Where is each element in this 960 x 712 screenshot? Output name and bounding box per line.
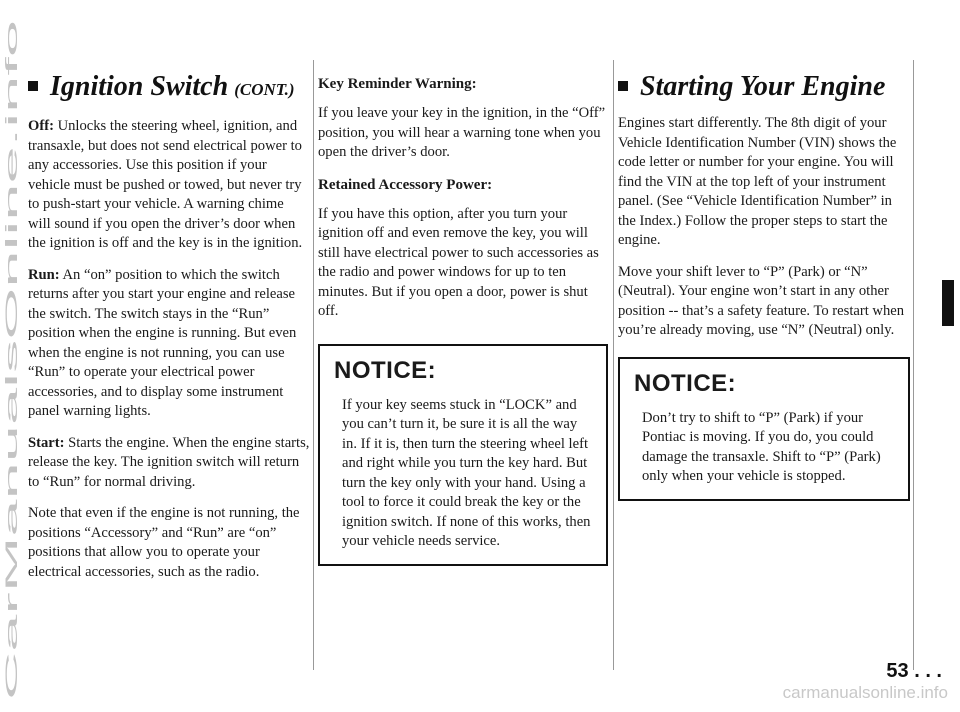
notice-text: Don’t try to shift to “P” (Park) if your Pontiac is moving. If you do, you could damage the transaxle. Shift to “P” (Park) only when your vehicle is stopped.: [642, 409, 881, 484]
page-number: 53 . . .: [886, 660, 942, 682]
notice-title: NOTICE:: [334, 356, 437, 384]
column-starting-engine: [618, 70, 910, 501]
subheading-key-reminder: Key Reminder Warning:: [318, 76, 477, 92]
column-key-reminder: [318, 74, 608, 566]
corner-watermark: carmanualsonline.info: [782, 683, 948, 702]
notice-title: NOTICE:: [634, 369, 737, 397]
heading-text: Ignition Switch: [50, 71, 229, 102]
paragraph-run: [28, 266, 310, 422]
side-watermark-svg: [4, 0, 22, 707]
subheading-retained-accessory-power: Retained Accessory Power:: [318, 176, 493, 193]
paragraph-off: [28, 117, 310, 254]
section-heading-ignition-switch: [28, 70, 310, 107]
paragraph-engines-start: Engines start differently. The 8th digit of your Vehicle Identification Number (VIN) shows the code letter or number for your engine. You will find the VIN at the top left of your instrument panel. (See “Vehicle Identification Number” in the Index.) Follow the proper steps to start the engine.: [618, 115, 897, 248]
text-start: Starts the engine. When the engine starts, release the key. The ignition switch will return to “Run” for normal driving.: [28, 434, 310, 490]
side-watermark: [4, 0, 22, 707]
heading-bullet-icon: [28, 81, 38, 91]
heading-text: Starting Your Engine: [640, 71, 886, 102]
side-watermark-text: CarManualsOnline.info: [2, 527, 21, 700]
section-heading-starting-engine: [618, 70, 910, 104]
column-divider-2: [613, 60, 614, 670]
paragraph-shift-lever: Move your shift lever to “P” (Park) or “N” (Neutral). Your engine won’t start in any other position -- that’s a safety feature. To restart when you’re already moving, use “N” (Neutral) only.: [618, 263, 905, 338]
column-divider-3: [913, 60, 914, 670]
text-off: Unlocks the steering wheel, ignition, and transaxle, but does not send electrical power to any accessories. Use this position if your vehicle must be pushed or towed, but never try to push-start your vehicle. A warning chime will sound if you open the driver’s door when the ignition is off and the key is in the ignition.: [28, 118, 303, 251]
label-run: Run:: [28, 266, 60, 283]
column-ignition-switch: [28, 70, 310, 594]
paragraph-note: Note that even if the engine is not running, the positions “Accessory” and “Run” are “on” positions that allow you to operate your electrical accessories, such as the radio.: [28, 505, 300, 580]
heading-cont: (CONT.): [234, 80, 295, 99]
column-divider-1: [313, 60, 314, 670]
label-off: Off:: [28, 118, 54, 134]
section-tab-marker: [942, 280, 954, 326]
paragraph-retained-accessory-power: If you have this option, after you turn your ignition off and even remove the key, you will still have electrical power to such accessories as the radio and power windows for up to ten minutes. But if you open a door, power is shut off.: [318, 205, 599, 319]
paragraph-key-reminder: If you leave your key in the ignition, in the “Off” position, you will hear a warning tone when you open the driver’s door.: [318, 105, 606, 160]
paragraph-start: [28, 434, 310, 493]
notice-box-shift-park: [618, 357, 910, 501]
text-run: An “on” position to which the switch returns after you start your engine and release the switch. The switch stays in the “Run” position when the engine is running. But even when the engine is not running, you can use “Run” to operate your electrical power accessories, and to display some instrument panel warning lights.: [28, 266, 297, 419]
label-start: Start:: [28, 434, 65, 451]
notice-text: If your key seems stuck in “LOCK” and you can’t turn it, be sure it is all the way in. If it is, then turn the steering wheel left and right while you turn the key hard. But turn the key only with your hand. Using a tool to force it could break the key or the ignition switch. If none of this works, then your vehicle needs service.: [342, 396, 591, 549]
heading-bullet-icon: [618, 81, 628, 91]
notice-box-key-stuck: [318, 344, 608, 566]
